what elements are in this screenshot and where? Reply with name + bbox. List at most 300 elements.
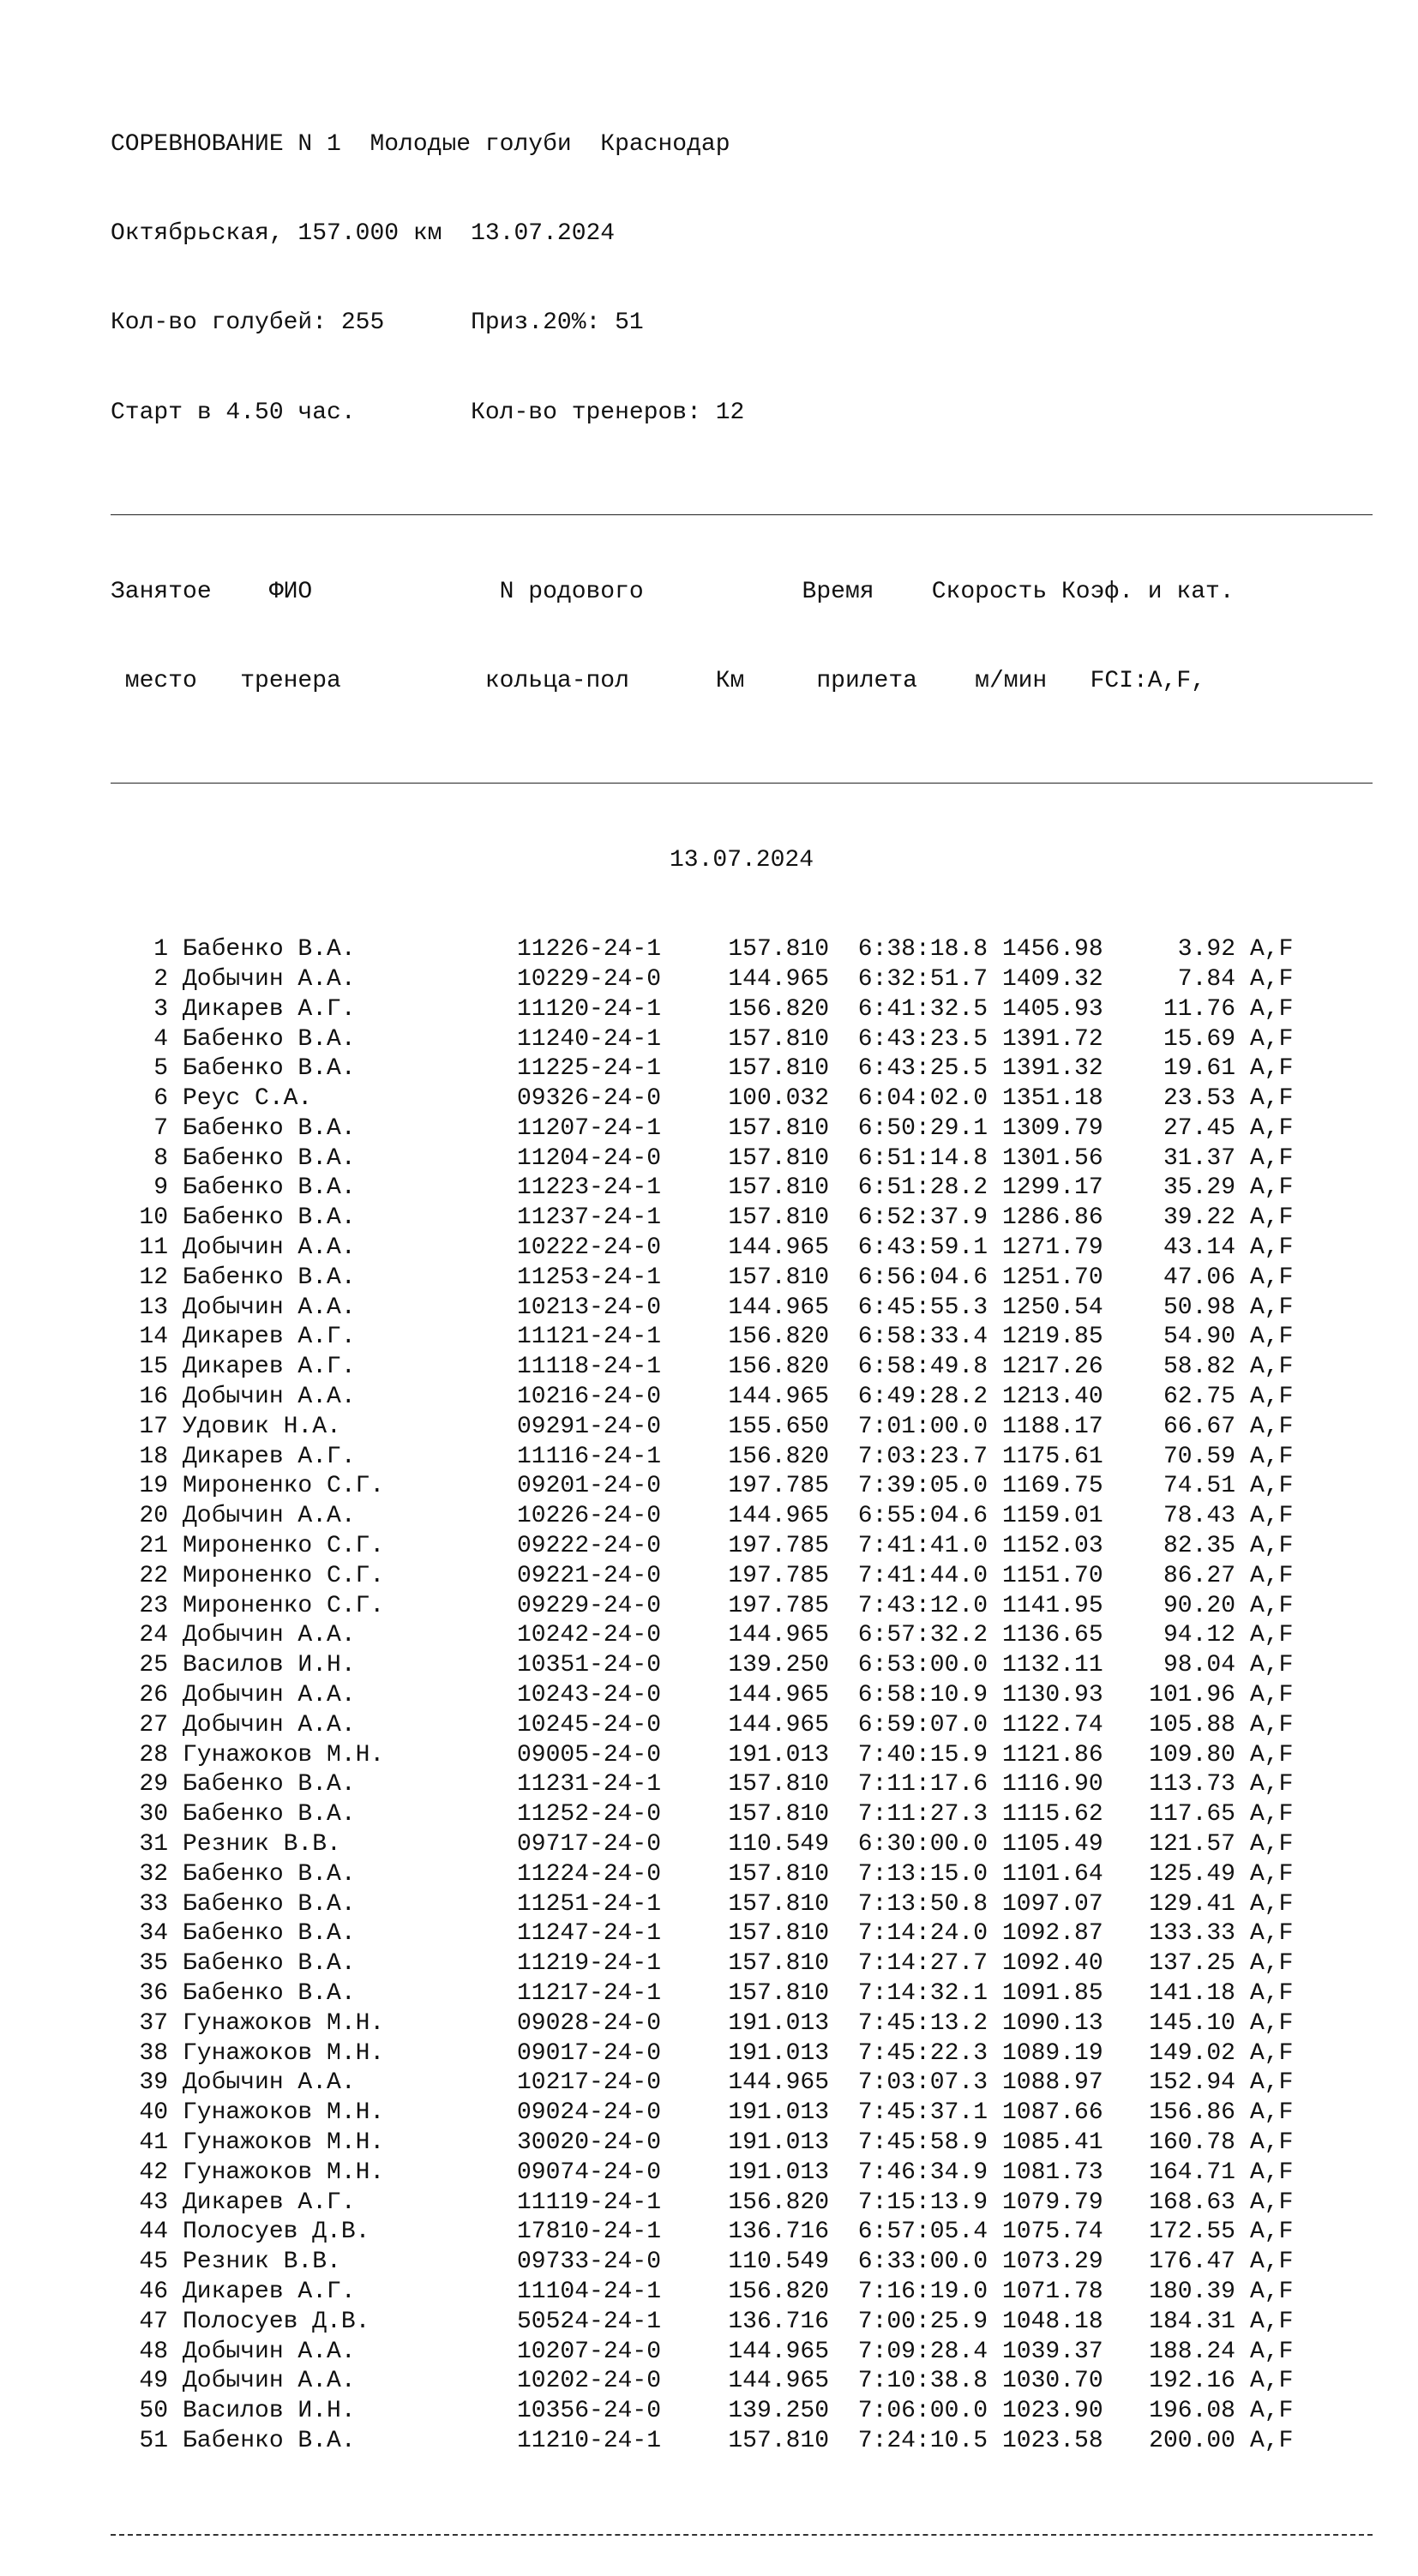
coefficient-cell: 78.43 bbox=[1163, 1503, 1235, 1530]
arrival-time-cell: 7:39:05.0 bbox=[857, 1473, 988, 1500]
place-cell: 15 bbox=[139, 1354, 168, 1381]
coefficient-cell: 172.55 bbox=[1149, 2219, 1235, 2246]
distance-cell: 191.013 bbox=[728, 2159, 829, 2186]
category-cell: A,F bbox=[1250, 1682, 1294, 1709]
place-cell: 23 bbox=[139, 1592, 168, 1619]
speed-cell: 1092.40 bbox=[1002, 1950, 1103, 1978]
place-cell: 33 bbox=[139, 1890, 168, 1918]
speed-cell: 1151.70 bbox=[1002, 1562, 1103, 1589]
category-cell: A,F bbox=[1250, 1562, 1294, 1589]
distance-cell: 155.650 bbox=[728, 1413, 829, 1440]
trainer-name-cell: Василов И.Н. bbox=[183, 1652, 356, 1679]
speed-cell: 1271.79 bbox=[1002, 1234, 1103, 1262]
distance-cell: 156.820 bbox=[728, 2189, 829, 2216]
category-cell: A,F bbox=[1250, 1950, 1294, 1978]
table-row bbox=[111, 1353, 1373, 1383]
place-cell: 36 bbox=[139, 1980, 168, 2007]
place-cell: 42 bbox=[139, 2159, 168, 2186]
category-cell: A,F bbox=[1250, 1801, 1294, 1828]
table-row bbox=[111, 1890, 1373, 1920]
table-row bbox=[111, 1025, 1373, 1055]
coefficient-cell: 125.49 bbox=[1149, 1860, 1235, 1888]
distance-cell: 144.965 bbox=[728, 2069, 829, 2097]
ring-number-cell: 10217-24-0 bbox=[517, 2069, 662, 2097]
distance-cell: 156.820 bbox=[728, 1354, 829, 1381]
speed-cell: 1301.56 bbox=[1002, 1144, 1103, 1172]
coefficient-cell: 145.10 bbox=[1149, 2009, 1235, 2037]
ring-number-cell: 11219-24-1 bbox=[517, 1950, 662, 1978]
table-row bbox=[111, 2189, 1373, 2219]
ring-number-cell: 11225-24-1 bbox=[517, 1055, 662, 1083]
ring-number-cell: 11247-24-1 bbox=[517, 1920, 662, 1948]
category-cell: A,F bbox=[1250, 1473, 1294, 1500]
arrival-time-cell: 6:50:29.1 bbox=[857, 1114, 988, 1142]
category-cell: A,F bbox=[1250, 1144, 1294, 1172]
category-cell: A,F bbox=[1250, 1711, 1294, 1738]
coefficient-cell: 149.02 bbox=[1149, 2039, 1235, 2067]
coefficient-cell: 90.20 bbox=[1163, 1592, 1235, 1619]
coefficient-cell: 184.31 bbox=[1149, 2308, 1235, 2335]
speed-cell: 1132.11 bbox=[1002, 1652, 1103, 1679]
coefficient-cell: 152.94 bbox=[1149, 2069, 1235, 2097]
ring-number-cell: 11237-24-1 bbox=[517, 1204, 662, 1232]
place-cell: 44 bbox=[139, 2219, 168, 2246]
table-row bbox=[111, 1472, 1373, 1502]
coefficient-cell: 31.37 bbox=[1163, 1144, 1235, 1172]
distance-cell: 157.810 bbox=[728, 1920, 829, 1948]
place-cell: 21 bbox=[139, 1533, 168, 1560]
trainer-name-cell: Добычин А.А. bbox=[183, 1384, 356, 1411]
release-point-line: Октябрьская, 157.000 км 13.07.2024 bbox=[111, 219, 616, 247]
ring-number-cell: 11224-24-0 bbox=[517, 1860, 662, 1888]
speed-cell: 1097.07 bbox=[1002, 1890, 1103, 1918]
coefficient-cell: 156.86 bbox=[1149, 2099, 1235, 2127]
speed-cell: 1023.90 bbox=[1002, 2398, 1103, 2425]
category-cell: A,F bbox=[1250, 2308, 1294, 2335]
coefficient-cell: 11.76 bbox=[1163, 995, 1235, 1023]
arrival-time-cell: 6:43:25.5 bbox=[857, 1055, 988, 1083]
speed-cell: 1030.70 bbox=[1002, 2368, 1103, 2395]
speed-cell: 1456.98 bbox=[1002, 936, 1103, 964]
trainer-name-cell: Василов И.Н. bbox=[183, 2398, 356, 2425]
distance-cell: 157.810 bbox=[728, 1890, 829, 1918]
place-cell: 29 bbox=[139, 1771, 168, 1798]
date-label: 13.07.2024 bbox=[669, 846, 814, 874]
trainer-name-cell: Бабенко В.А. bbox=[183, 1890, 356, 1918]
distance-cell: 156.820 bbox=[728, 995, 829, 1023]
ring-number-cell: 11121-24-1 bbox=[517, 1324, 662, 1351]
trainer-name-cell: Мироненко С.Г. bbox=[183, 1533, 385, 1560]
ring-number-cell: 09005-24-0 bbox=[517, 1741, 662, 1768]
distance-cell: 136.716 bbox=[728, 2219, 829, 2246]
speed-cell: 1251.70 bbox=[1002, 1264, 1103, 1291]
arrival-time-cell: 6:43:23.5 bbox=[857, 1025, 988, 1053]
arrival-time-cell: 7:46:34.9 bbox=[857, 2159, 988, 2186]
ring-number-cell: 10216-24-0 bbox=[517, 1384, 662, 1411]
distance-cell: 156.820 bbox=[728, 1443, 829, 1470]
table-row bbox=[111, 1711, 1373, 1741]
coefficient-cell: 74.51 bbox=[1163, 1473, 1235, 1500]
ring-number-cell: 09733-24-0 bbox=[517, 2249, 662, 2276]
category-cell: A,F bbox=[1250, 2398, 1294, 2425]
start-time-line: Старт в 4.50 час. Кол-во тренеров: 12 bbox=[111, 399, 745, 426]
speed-cell: 1391.72 bbox=[1002, 1025, 1103, 1053]
table-row bbox=[111, 1830, 1373, 1860]
results-table bbox=[111, 935, 1373, 2457]
distance-cell: 191.013 bbox=[728, 1741, 829, 1768]
place-cell: 19 bbox=[139, 1473, 168, 1500]
category-cell: A,F bbox=[1250, 1384, 1294, 1411]
coefficient-cell: 19.61 bbox=[1163, 1055, 1235, 1083]
ring-number-cell: 11116-24-1 bbox=[517, 1443, 662, 1470]
trainer-name-cell: Бабенко В.А. bbox=[183, 2427, 356, 2454]
arrival-time-cell: 7:03:07.3 bbox=[857, 2069, 988, 2097]
ring-number-cell: 11252-24-0 bbox=[517, 1801, 662, 1828]
arrival-time-cell: 7:00:25.9 bbox=[857, 2308, 988, 2335]
arrival-time-cell: 7:15:13.9 bbox=[857, 2189, 988, 2216]
coefficient-cell: 7.84 bbox=[1177, 965, 1235, 993]
distance-cell: 144.965 bbox=[728, 1682, 829, 1709]
distance-cell: 144.965 bbox=[728, 2338, 829, 2365]
coefficient-cell: 109.80 bbox=[1149, 1741, 1235, 1768]
table-row bbox=[111, 1383, 1373, 1413]
trainer-name-cell: Дикарев А.Г. bbox=[183, 1443, 356, 1470]
distance-cell: 157.810 bbox=[728, 936, 829, 964]
speed-cell: 1081.73 bbox=[1002, 2159, 1103, 2186]
place-cell: 2 bbox=[153, 965, 168, 993]
arrival-time-cell: 7:16:19.0 bbox=[857, 2278, 988, 2305]
coefficient-cell: 94.12 bbox=[1163, 1622, 1235, 1649]
ring-number-cell: 09222-24-0 bbox=[517, 1533, 662, 1560]
arrival-time-cell: 6:30:00.0 bbox=[857, 1831, 988, 1858]
trainer-name-cell: Дикарев А.Г. bbox=[183, 1354, 356, 1381]
table-row bbox=[111, 1174, 1373, 1204]
speed-cell: 1071.78 bbox=[1002, 2278, 1103, 2305]
trainer-name-cell: Дикарев А.Г. bbox=[183, 2278, 356, 2305]
ring-number-cell: 09024-24-0 bbox=[517, 2099, 662, 2127]
table-row bbox=[111, 1741, 1373, 1771]
trainer-name-cell: Удовик Н.А. bbox=[183, 1413, 341, 1440]
table-row bbox=[111, 2099, 1373, 2129]
trainer-name-cell: Бабенко В.А. bbox=[183, 1771, 356, 1798]
speed-cell: 1087.66 bbox=[1002, 2099, 1103, 2127]
arrival-time-cell: 7:45:58.9 bbox=[857, 2129, 988, 2156]
distance-cell: 197.785 bbox=[728, 1533, 829, 1560]
arrival-time-cell: 7:03:23.7 bbox=[857, 1443, 988, 1470]
ring-number-cell: 09291-24-0 bbox=[517, 1413, 662, 1440]
trainer-name-cell: Бабенко В.А. bbox=[183, 1144, 356, 1172]
table-row bbox=[111, 965, 1373, 995]
distance-cell: 157.810 bbox=[728, 1055, 829, 1083]
category-cell: A,F bbox=[1250, 1860, 1294, 1888]
speed-cell: 1091.85 bbox=[1002, 1980, 1103, 2007]
ring-number-cell: 11251-24-1 bbox=[517, 1890, 662, 1918]
category-cell: A,F bbox=[1250, 2219, 1294, 2246]
coefficient-cell: 133.33 bbox=[1149, 1920, 1235, 1948]
category-cell: A,F bbox=[1250, 2009, 1294, 2037]
column-headers-rule bbox=[111, 756, 1373, 786]
arrival-time-cell: 7:43:12.0 bbox=[857, 1592, 988, 1619]
place-cell: 3 bbox=[153, 995, 168, 1023]
trainer-name-cell: Гунажоков М.Н. bbox=[183, 2129, 385, 2156]
distance-cell: 100.032 bbox=[728, 1085, 829, 1113]
place-cell: 14 bbox=[139, 1324, 168, 1351]
coefficient-cell: 23.53 bbox=[1163, 1085, 1235, 1113]
ring-number-cell: 11217-24-1 bbox=[517, 1980, 662, 2007]
speed-cell: 1152.03 bbox=[1002, 1533, 1103, 1560]
speed-cell: 1405.93 bbox=[1002, 995, 1103, 1023]
table-row bbox=[111, 1949, 1373, 1979]
distance-cell: 157.810 bbox=[728, 1771, 829, 1798]
category-cell: A,F bbox=[1250, 1831, 1294, 1858]
ring-number-cell: 11231-24-1 bbox=[517, 1771, 662, 1798]
trainer-name-cell: Бабенко В.А. bbox=[183, 1055, 356, 1083]
table-row bbox=[111, 1800, 1373, 1830]
trainer-name-cell: Бабенко В.А. bbox=[183, 1025, 356, 1053]
distance-cell: 157.810 bbox=[728, 1114, 829, 1142]
speed-cell: 1299.17 bbox=[1002, 1174, 1103, 1202]
trainer-name-cell: Бабенко В.А. bbox=[183, 1920, 356, 1948]
distance-cell: 197.785 bbox=[728, 1562, 829, 1589]
table-row bbox=[111, 2039, 1373, 2069]
coefficient-cell: 164.71 bbox=[1149, 2159, 1235, 2186]
coefficient-cell: 35.29 bbox=[1163, 1174, 1235, 1202]
coefficient-cell: 141.18 bbox=[1149, 1980, 1235, 2007]
speed-cell: 1088.97 bbox=[1002, 2069, 1103, 2097]
place-cell: 4 bbox=[153, 1025, 168, 1053]
trainer-name-cell: Бабенко В.А. bbox=[183, 1204, 356, 1232]
coefficient-cell: 50.98 bbox=[1163, 1294, 1235, 1321]
speed-cell: 1122.74 bbox=[1002, 1711, 1103, 1738]
ring-number-cell: 11104-24-1 bbox=[517, 2278, 662, 2305]
distance-cell: 110.549 bbox=[728, 2249, 829, 2276]
trainer-name-cell: Дикарев А.Г. bbox=[183, 1324, 356, 1351]
table-row bbox=[111, 1860, 1373, 1890]
ring-number-cell: 11204-24-0 bbox=[517, 1144, 662, 1172]
ring-number-cell: 09221-24-0 bbox=[517, 1562, 662, 1589]
bird-count-line: Кол-во голубей: 255 Приз.20%: 51 bbox=[111, 309, 644, 337]
table-row bbox=[111, 2367, 1373, 2397]
coefficient-cell: 58.82 bbox=[1163, 1354, 1235, 1381]
arrival-time-cell: 6:55:04.6 bbox=[857, 1503, 988, 1530]
category-cell: A,F bbox=[1250, 1592, 1294, 1619]
coefficient-cell: 188.24 bbox=[1149, 2338, 1235, 2365]
speed-cell: 1121.86 bbox=[1002, 1741, 1103, 1768]
ring-number-cell: 11207-24-1 bbox=[517, 1114, 662, 1142]
coefficient-cell: 129.41 bbox=[1149, 1890, 1235, 1918]
arrival-time-cell: 7:45:13.2 bbox=[857, 2009, 988, 2037]
coefficient-cell: 82.35 bbox=[1163, 1533, 1235, 1560]
table-row bbox=[111, 1114, 1373, 1144]
arrival-time-cell: 6:59:07.0 bbox=[857, 1711, 988, 1738]
speed-cell: 1073.29 bbox=[1002, 2249, 1103, 2276]
table-row bbox=[111, 1651, 1373, 1681]
distance-cell: 144.965 bbox=[728, 965, 829, 993]
table-row bbox=[111, 1562, 1373, 1592]
arrival-time-cell: 6:43:59.1 bbox=[857, 1234, 988, 1262]
trainer-name-cell: Добычин А.А. bbox=[183, 1294, 356, 1321]
category-cell: A,F bbox=[1250, 2159, 1294, 2186]
trainer-name-cell: Мироненко С.Г. bbox=[183, 1473, 385, 1500]
ring-number-cell: 10356-24-0 bbox=[517, 2398, 662, 2425]
coefficient-cell: 192.16 bbox=[1149, 2368, 1235, 2395]
trainer-name-cell: Мироненко С.Г. bbox=[183, 1592, 385, 1619]
place-cell: 18 bbox=[139, 1443, 168, 1470]
speed-cell: 1309.79 bbox=[1002, 1114, 1103, 1142]
arrival-time-cell: 7:09:28.4 bbox=[857, 2338, 988, 2365]
place-cell: 26 bbox=[139, 1682, 168, 1709]
arrival-time-cell: 6:33:00.0 bbox=[857, 2249, 988, 2276]
trainer-name-cell: Гунажоков М.Н. bbox=[183, 2159, 385, 2186]
place-cell: 24 bbox=[139, 1622, 168, 1649]
ring-number-cell: 09017-24-0 bbox=[517, 2039, 662, 2067]
distance-cell: 136.716 bbox=[728, 2308, 829, 2335]
coefficient-cell: 66.67 bbox=[1163, 1413, 1235, 1440]
category-cell: A,F bbox=[1250, 1234, 1294, 1262]
place-cell: 5 bbox=[153, 1055, 168, 1083]
place-cell: 47 bbox=[139, 2308, 168, 2335]
place-cell: 25 bbox=[139, 1652, 168, 1679]
ring-number-cell: 11119-24-1 bbox=[517, 2189, 662, 2216]
category-cell: A,F bbox=[1250, 1622, 1294, 1649]
distance-cell: 144.965 bbox=[728, 1384, 829, 1411]
ring-number-cell: 10245-24-0 bbox=[517, 1711, 662, 1738]
speed-cell: 1219.85 bbox=[1002, 1324, 1103, 1351]
table-row bbox=[111, 1443, 1373, 1473]
coefficient-cell: 39.22 bbox=[1163, 1204, 1235, 1232]
trainer-name-cell: Гунажоков М.Н. bbox=[183, 2009, 385, 2037]
trainer-name-cell: Резник В.В. bbox=[183, 2249, 341, 2276]
place-cell: 31 bbox=[139, 1831, 168, 1858]
arrival-time-cell: 7:01:00.0 bbox=[857, 1413, 988, 1440]
arrival-time-cell: 7:14:32.1 bbox=[857, 1980, 988, 2007]
table-row bbox=[111, 995, 1373, 1025]
category-cell: A,F bbox=[1250, 2278, 1294, 2305]
coefficient-cell: 54.90 bbox=[1163, 1324, 1235, 1351]
speed-cell: 1090.13 bbox=[1002, 2009, 1103, 2037]
table-row bbox=[111, 2338, 1373, 2368]
distance-cell: 157.810 bbox=[728, 2427, 829, 2454]
trainer-name-cell: Бабенко В.А. bbox=[183, 1950, 356, 1978]
speed-cell: 1092.87 bbox=[1002, 1920, 1103, 1948]
place-cell: 7 bbox=[153, 1114, 168, 1142]
coefficient-cell: 176.47 bbox=[1149, 2249, 1235, 2276]
distance-cell: 139.250 bbox=[728, 1652, 829, 1679]
place-cell: 11 bbox=[139, 1234, 168, 1262]
table-row bbox=[111, 1294, 1373, 1324]
place-cell: 49 bbox=[139, 2368, 168, 2395]
category-cell: A,F bbox=[1250, 1413, 1294, 1440]
speed-cell: 1105.49 bbox=[1002, 1831, 1103, 1858]
place-cell: 35 bbox=[139, 1950, 168, 1978]
category-cell: A,F bbox=[1250, 2039, 1294, 2067]
distance-cell: 144.965 bbox=[728, 1503, 829, 1530]
trainer-name-cell: Бабенко В.А. bbox=[183, 1264, 356, 1291]
coefficient-cell: 200.00 bbox=[1149, 2427, 1235, 2454]
ring-number-cell: 11253-24-1 bbox=[517, 1264, 662, 1291]
table-row bbox=[111, 1770, 1373, 1800]
speed-cell: 1116.90 bbox=[1002, 1771, 1103, 1798]
distance-cell: 156.820 bbox=[728, 2278, 829, 2305]
speed-cell: 1048.18 bbox=[1002, 2308, 1103, 2335]
arrival-time-cell: 6:57:32.2 bbox=[857, 1622, 988, 1649]
ring-number-cell: 11240-24-1 bbox=[517, 1025, 662, 1053]
coefficient-cell: 117.65 bbox=[1149, 1801, 1235, 1828]
table-row bbox=[111, 2397, 1373, 2427]
category-cell: A,F bbox=[1250, 936, 1294, 964]
place-cell: 30 bbox=[139, 1801, 168, 1828]
category-cell: A,F bbox=[1250, 1354, 1294, 1381]
arrival-time-cell: 7:11:17.6 bbox=[857, 1771, 988, 1798]
trainer-name-cell: Реус С.А. bbox=[183, 1085, 313, 1113]
table-row bbox=[111, 1234, 1373, 1264]
category-cell: A,F bbox=[1250, 2099, 1294, 2127]
column-headers-line-2: место тренера кольца-пол Км прилета м/мин FCI:A,F, bbox=[111, 667, 1206, 694]
results-sheet bbox=[111, 70, 1373, 2576]
trainer-name-cell: Бабенко В.А. bbox=[183, 1174, 356, 1202]
place-cell: 8 bbox=[153, 1144, 168, 1172]
table-row bbox=[111, 2308, 1373, 2338]
table-row bbox=[111, 2278, 1373, 2308]
date-row bbox=[111, 846, 1373, 876]
distance-cell: 157.810 bbox=[728, 1204, 829, 1232]
table-row bbox=[111, 1592, 1373, 1622]
table-row bbox=[111, 2218, 1373, 2248]
trainer-name-cell: Бабенко В.А. bbox=[183, 936, 356, 964]
coefficient-cell: 3.92 bbox=[1177, 936, 1235, 964]
competition-title: СОРЕВНОВАНИЕ N 1 Молодые голуби Краснодар bbox=[111, 130, 730, 158]
place-cell: 48 bbox=[139, 2338, 168, 2365]
place-cell: 12 bbox=[139, 1264, 168, 1291]
table-row bbox=[111, 935, 1373, 965]
category-cell: A,F bbox=[1250, 1652, 1294, 1679]
arrival-time-cell: 6:51:14.8 bbox=[857, 1144, 988, 1172]
category-cell: A,F bbox=[1250, 1055, 1294, 1083]
place-cell: 27 bbox=[139, 1711, 168, 1738]
distance-cell: 197.785 bbox=[728, 1592, 829, 1619]
category-cell: A,F bbox=[1250, 1443, 1294, 1470]
category-cell: A,F bbox=[1250, 2069, 1294, 2097]
coefficient-cell: 168.63 bbox=[1149, 2189, 1235, 2216]
arrival-time-cell: 7:41:41.0 bbox=[857, 1533, 988, 1560]
coefficient-cell: 160.78 bbox=[1149, 2129, 1235, 2156]
trainer-name-cell: Бабенко В.А. bbox=[183, 1980, 356, 2007]
place-cell: 17 bbox=[139, 1413, 168, 1440]
ring-number-cell: 09201-24-0 bbox=[517, 1473, 662, 1500]
coefficient-cell: 47.06 bbox=[1163, 1264, 1235, 1291]
arrival-time-cell: 6:32:51.7 bbox=[857, 965, 988, 993]
speed-cell: 1115.62 bbox=[1002, 1801, 1103, 1828]
category-cell: A,F bbox=[1250, 2129, 1294, 2156]
distance-cell: 139.250 bbox=[728, 2398, 829, 2425]
table-row bbox=[111, 1323, 1373, 1353]
ring-number-cell: 11118-24-1 bbox=[517, 1354, 662, 1381]
place-cell: 38 bbox=[139, 2039, 168, 2067]
coefficient-cell: 43.14 bbox=[1163, 1234, 1235, 1262]
table-row bbox=[111, 1204, 1373, 1234]
distance-cell: 157.810 bbox=[728, 1860, 829, 1888]
table-row bbox=[111, 2069, 1373, 2099]
ring-number-cell: 09028-24-0 bbox=[517, 2009, 662, 2037]
table-row bbox=[111, 1144, 1373, 1174]
arrival-time-cell: 7:10:38.8 bbox=[857, 2368, 988, 2395]
arrival-time-cell: 6:51:28.2 bbox=[857, 1174, 988, 1202]
trainer-name-cell: Бабенко В.А. bbox=[183, 1114, 356, 1142]
table-row bbox=[111, 2009, 1373, 2039]
ring-number-cell: 10229-24-0 bbox=[517, 965, 662, 993]
place-cell: 43 bbox=[139, 2189, 168, 2216]
arrival-time-cell: 6:58:33.4 bbox=[857, 1324, 988, 1351]
